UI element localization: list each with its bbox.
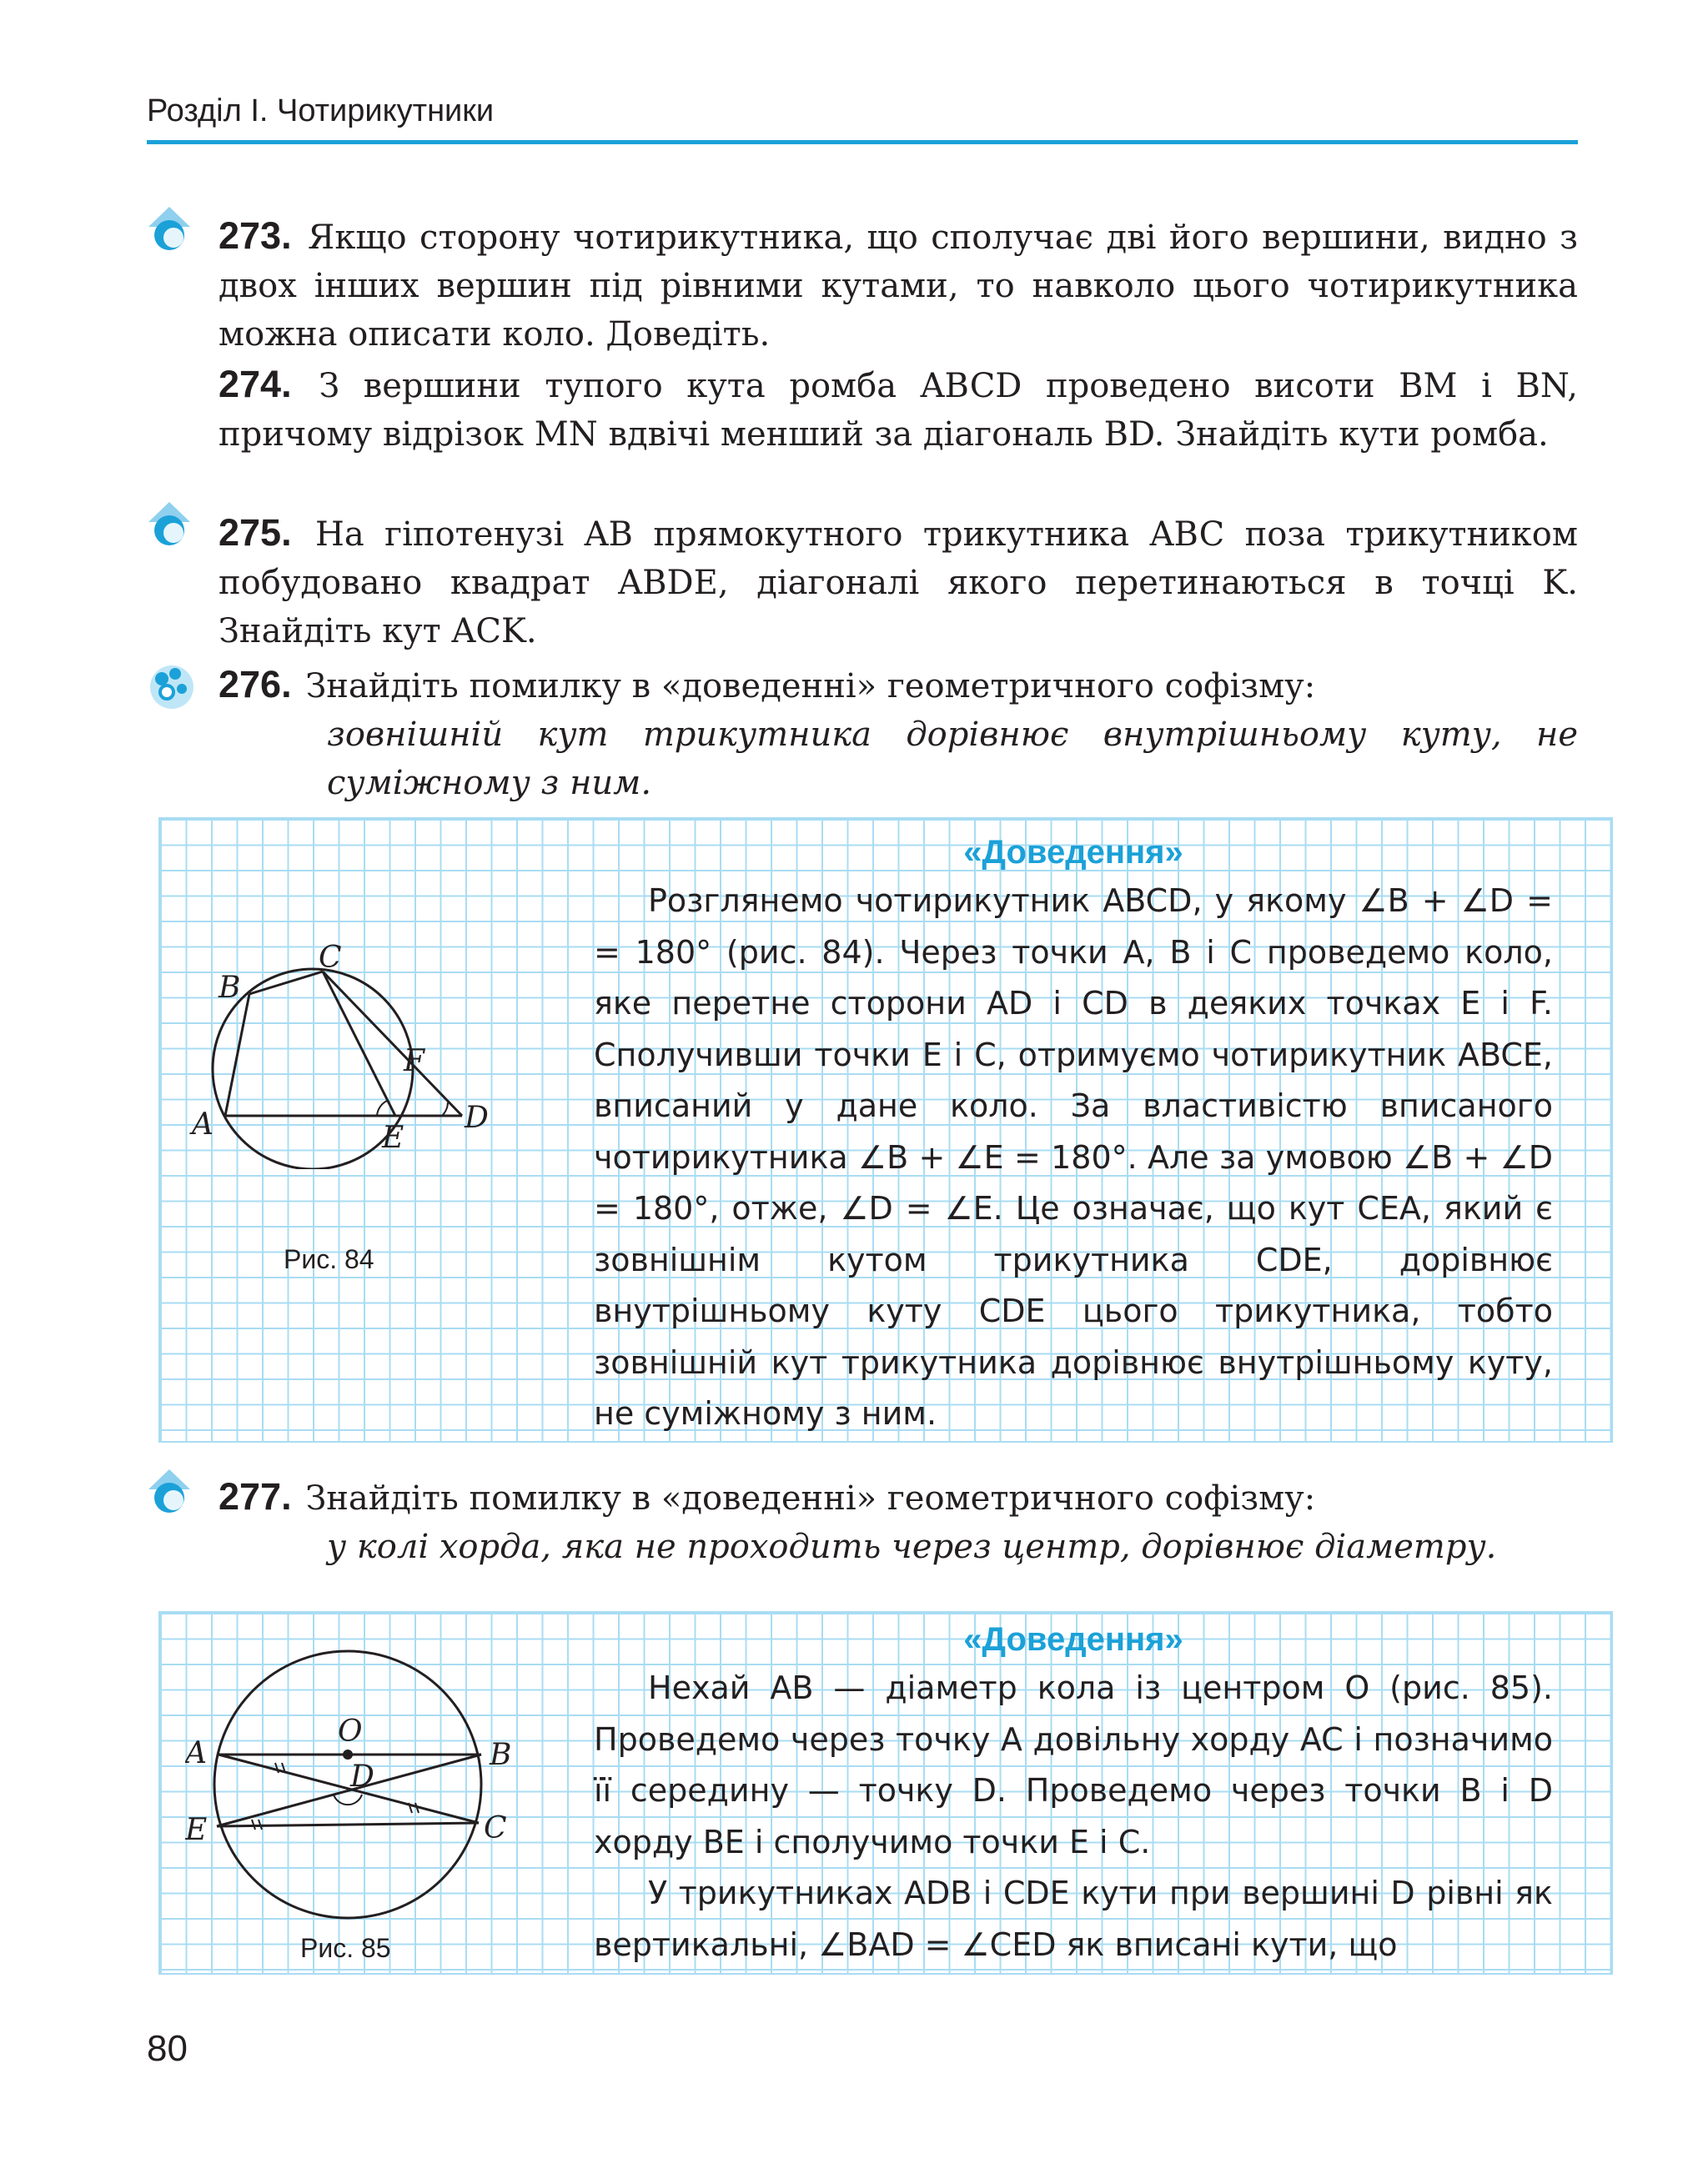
star-level-icon [147, 499, 192, 554]
problem-274 [219, 360, 1578, 459]
problem-number: 274. [219, 363, 292, 405]
label-C: C [484, 1811, 507, 1845]
page-header [147, 90, 1578, 144]
problem-text: Якщо сторону чотирикутника, що сполучає дві його вершини, видно з двох інших вершин під рівними кутами, то навколо цього чотирикутника можна описати коло. Доведіть. [219, 218, 1578, 354]
star-level-icon [147, 203, 192, 259]
proof-title: «Доведення» [963, 1621, 1183, 1658]
proof-title: «Доведення» [963, 834, 1183, 871]
problem-276 [219, 660, 1578, 807]
header-title: Розділ I. Чотирикутники [147, 93, 495, 128]
proof-paragraph: У трикутниках ADB і CDE кути при вершині D рівні як вертикальні, ∠BAD = ∠CED як вписані кути, що [594, 1875, 1553, 1963]
problem-text: На гіпотенузі AB прямокутного трикутника ABC поза трикутником побудовано квадрат ABDE, діагоналі якого перетинаються в точці K. Знайдіть кут ACK. [219, 515, 1578, 650]
problem-number: 273. [219, 214, 292, 257]
problem-273 [219, 212, 1578, 359]
label-E: E [185, 1813, 208, 1847]
problem-text: Знайдіть помилку в «доведенні» геометричного софізму: [305, 667, 1316, 705]
label-C: C [319, 944, 342, 975]
label-O: O [338, 1715, 363, 1749]
problem-text: З вершини тупого кута ромба ABCD проведено висоти BM і BN, причому відрізок MN вдвічі менший за діагональ BD. Знайдіть кути ромба. [219, 367, 1579, 454]
label-D: D [350, 1760, 374, 1794]
creative-bubbles-icon [147, 660, 195, 710]
label-A: A [185, 1736, 207, 1770]
problem-277 [219, 1473, 1578, 1571]
proof-paragraph: Нехай AB — діаметр кола із центром O (рис. 85). Проведемо через точку A довільну хорду AC і позначимо її середину — точку D. Проведемо через точки B і D хорду BE і сполучимо точки E і C. [594, 1669, 1553, 1860]
proof-box-84 [158, 817, 1613, 1443]
sophism-statement: зовнішній кут трикутника дорівнює внутрішньому куту, не суміжному з ним. [327, 715, 1578, 802]
figure-84 [177, 944, 510, 1169]
label-E: E [382, 1121, 404, 1155]
sophism-statement: у колі хорда, яка не проходить через центр, дорівнює діаметру. [327, 1528, 1497, 1566]
label-A: A [192, 1107, 214, 1142]
label-B: B [490, 1738, 512, 1772]
problem-number: 275. [219, 511, 292, 554]
label-B: B [219, 971, 241, 1005]
label-D: D [465, 1101, 489, 1135]
figure-85 [185, 1638, 519, 1921]
proof-box-85 [158, 1611, 1613, 1975]
problem-275 [219, 509, 1578, 655]
circle [214, 1651, 481, 1918]
problem-number: 276. [219, 663, 292, 705]
proof-text [594, 1616, 1553, 1971]
problem-number: 277. [219, 1475, 292, 1518]
figure-caption: Рис. 84 [284, 1244, 374, 1274]
label-F: F [404, 1044, 424, 1078]
proof-text [594, 829, 1553, 1440]
proof-paragraph: Розглянемо чотирикутник ABCD, у якому ∠B + ∠D = = 180° (рис. 84). Через точки A, B і C проведемо коло, яке перетне сторони AD і CD в деяких точках E і F. Сполучивши точки E і C, отримуємо чотирикутник ABCE, вписаний у дане коло. За властивістю вписаного чотирикутника ∠B + ∠E = 180°. Але за умовою ∠B + ∠D = 180°, отже, ∠D = ∠E. Це означає, що кут CEA, який є зовнішнім кутом трикутника CDE, дорівнює внутрішньому куту CDE цього трикутника, тобто зовнішній кут трикутника дорівнює внутрішньому куту, не суміжному з ним. [594, 882, 1553, 1432]
page-number: 80 [147, 2028, 188, 2069]
problem-text: Знайдіть помилку в «доведенні» геометричного софізму: [305, 1479, 1316, 1518]
star-level-icon [147, 1466, 192, 1521]
figure-caption: Рис. 85 [300, 1933, 391, 1963]
